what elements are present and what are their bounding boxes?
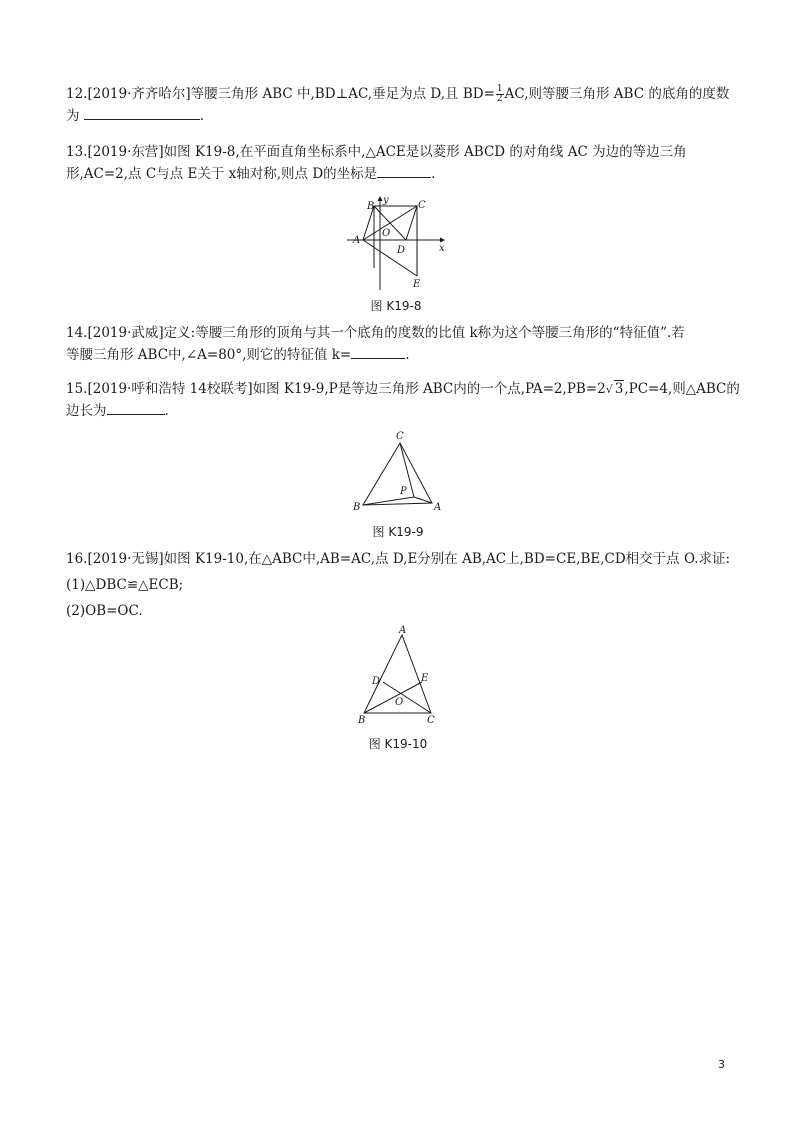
q15-answer-blank[interactable] xyxy=(107,400,165,415)
label-x: x xyxy=(439,243,445,254)
q14-line-1: 14.[2019·武威]定义:等腰三角形的顶角与其一个底角的度数的比值 k称为这个等腰三角形的“特征值”.若 xyxy=(66,325,685,341)
fraction-numerator: 1 xyxy=(496,84,503,94)
label-c: C xyxy=(418,200,426,211)
q12-text-c: 为 xyxy=(66,108,80,124)
label-o: O xyxy=(395,697,404,708)
label-o: O xyxy=(382,228,391,239)
question-13 xyxy=(66,141,730,185)
q13-text-b: . xyxy=(431,166,436,182)
q16-part-2: (2)OB=OC. xyxy=(66,603,143,619)
caption-k19-9: 图 K19-9 xyxy=(372,525,424,539)
question-12 xyxy=(66,83,730,127)
label-a: A xyxy=(399,625,407,636)
q15-text-c: 边长为 xyxy=(66,403,107,419)
caption-k19-10: 图 K19-10 xyxy=(368,737,428,751)
triangle-abc xyxy=(363,443,432,505)
fraction-denominator: 2 xyxy=(496,94,503,104)
label-b: B xyxy=(367,201,375,212)
label-y: y xyxy=(383,195,389,206)
figure-k19-10-svg xyxy=(353,625,443,729)
q13-answer-blank[interactable] xyxy=(377,163,431,178)
label-p: P xyxy=(400,486,407,497)
question-15 xyxy=(66,378,740,422)
y-axis-arrow xyxy=(378,196,383,201)
label-c: C xyxy=(427,715,435,726)
q15-text-d: . xyxy=(164,403,169,419)
segment-cd xyxy=(383,682,431,713)
q16-line-1: 16.[2019·无锡]如图 K19-10,在△ABC中,AB=AC,点 D,E分别在 AB,AC上,BD=CE,BE,CD相交于点 O.求证: xyxy=(66,551,731,567)
segment-ae xyxy=(363,240,417,276)
q15-text-b: ,PC=4,则△ABC的 xyxy=(624,381,740,397)
label-a: A xyxy=(434,502,442,513)
q13-line-1: 13.[2019·东营]如图 K19-8,在平面直角坐标系中,△ACE是以菱形 ABCD 的对角线 AC 为边的等边三角 xyxy=(66,144,687,160)
label-d: D xyxy=(397,245,406,256)
page-number: 3 xyxy=(718,1058,725,1071)
q12-text-d: . xyxy=(199,108,205,124)
q12-text-b: AC,则等腰三角形 ABC 的底角的度数 xyxy=(504,86,730,102)
caption-k19-8: 图 K19-8 xyxy=(370,299,422,313)
q12-fraction xyxy=(496,85,504,104)
label-a: A xyxy=(353,235,361,246)
figure-k19-9 xyxy=(348,428,448,518)
figure-k19-9-svg xyxy=(348,428,448,518)
q12-text-a: 12.[2019·齐齐哈尔]等腰三角形 ABC 中,BD⊥AC,垂足为点 D,且 BD= xyxy=(66,86,495,102)
label-e: E xyxy=(421,673,429,684)
q13-text-a: 形,AC=2,点 C与点 E关于 x轴对称,则点 D的坐标是 xyxy=(66,166,378,182)
q14-text-b: . xyxy=(405,347,410,363)
label-d: D xyxy=(372,676,381,687)
label-b: B xyxy=(353,502,361,513)
q14-text-a: 等腰三角形 ABC中,∠A=80°,则它的特征值 k= xyxy=(66,347,352,363)
label-b: B xyxy=(358,715,366,726)
q15-text-a: 15.[2019·呼和浩特 14校联考]如图 K19-9,P是等边三角形 ABC内的一个点,PA=2,PB=2 xyxy=(66,381,606,397)
figure-k19-8-svg xyxy=(345,192,455,292)
q14-answer-blank[interactable] xyxy=(351,344,405,359)
figure-k19-8 xyxy=(345,192,455,292)
label-c: C xyxy=(396,431,404,442)
q12-answer-blank[interactable] xyxy=(84,105,200,120)
x-axis-arrow xyxy=(440,238,445,243)
q15-sqrt-value: 3 xyxy=(614,381,624,397)
figure-k19-10 xyxy=(353,625,443,729)
sqrt-sign: √ xyxy=(605,383,613,396)
question-14 xyxy=(66,322,730,366)
label-e: E xyxy=(413,279,421,290)
question-16 xyxy=(66,548,730,622)
q16-part-1: (1)△DBC≌△ECB; xyxy=(66,577,184,593)
